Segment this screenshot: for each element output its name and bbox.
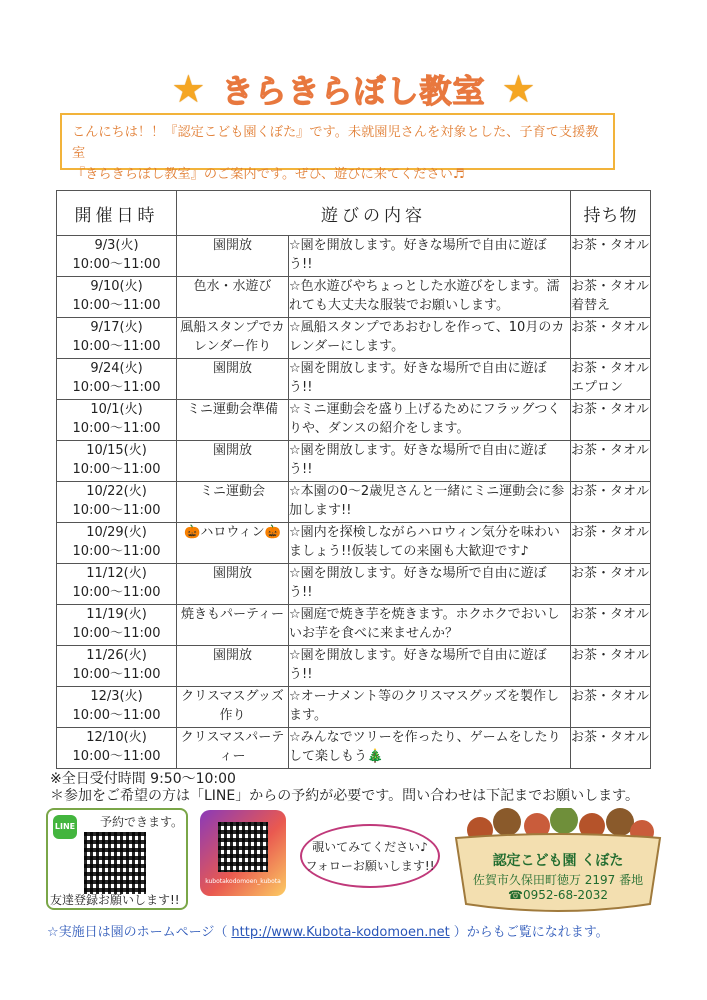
table-row — [57, 687, 651, 728]
reception-note: ※全日受付時間 9:50～10:00 — [50, 771, 236, 787]
line-qr-code[interactable] — [84, 832, 146, 894]
activity-cell: クリスマスパーティー — [177, 728, 289, 769]
items-cell: お茶・タオル — [571, 564, 651, 605]
table-row — [57, 728, 651, 769]
instagram-handle: kubotakodomoen_kubota — [205, 878, 281, 885]
table-row — [57, 646, 651, 687]
activity-cell: 園開放 — [177, 236, 289, 277]
activity-cell: 🎃ハロウィン🎃 — [177, 523, 289, 564]
description-cell: ☆園庭で焼き芋を焼きます。ホクホクでおいしいお芋を食べに来ませんか？ — [289, 605, 571, 646]
items-cell: お茶・タオル — [571, 236, 651, 277]
bubble-line-1: 覗いてみてください♪ — [312, 840, 428, 854]
school-info-basket — [452, 808, 664, 914]
date-cell — [57, 482, 177, 523]
date-cell — [57, 318, 177, 359]
intro-line-1: こんにちは！！『認定こども園くぼた』です。未就園児さんを対象とした、子育て支援教室 — [72, 125, 599, 161]
date-cell — [57, 523, 177, 564]
line-friend-text: 友達登録お願いします!! — [50, 893, 180, 907]
description-cell: ☆園を開放します。好きな場所で自由に遊ぼう!! — [289, 564, 571, 605]
schedule-body — [57, 236, 651, 769]
header-content: 遊びの内容 — [177, 191, 571, 236]
row-date: 9/10(火) — [90, 279, 143, 294]
date-cell — [57, 605, 177, 646]
page-title: きらきらぼし教室 — [221, 72, 486, 110]
row-time: 10:00～11:00 — [72, 667, 161, 682]
items-cell: お茶・タオル — [571, 728, 651, 769]
intro-line-2: 『きらきらぼし教室』のご案内です。ぜひ、遊びに来てください♬ — [72, 167, 465, 182]
activity-cell: 色水・水遊び — [177, 277, 289, 318]
activity-cell: 園開放 — [177, 441, 289, 482]
activity-cell: ミニ運動会 — [177, 482, 289, 523]
date-cell — [57, 277, 177, 318]
footer-suffix: ）からもご覧になれます。 — [453, 925, 609, 940]
reservation-note: ＊参加をご希望の方は「LINE」からの予約が必要です。問い合わせは下記までお願いします。 — [50, 788, 640, 804]
row-time: 10:00～11:00 — [72, 421, 161, 436]
description-cell: ☆色水遊びやちょっとした水遊びをします。濡れても大丈夫な服装でお願いします。 — [289, 277, 571, 318]
table-row — [57, 236, 651, 277]
line-box — [46, 808, 188, 910]
row-time: 10:00～11:00 — [72, 708, 161, 723]
table-row — [57, 277, 651, 318]
description-cell: ☆本園の0～2歳児さんと一緒にミニ運動会に参加します!! — [289, 482, 571, 523]
table-row — [57, 400, 651, 441]
header-date: 開催日時 — [57, 191, 177, 236]
table-row — [57, 605, 651, 646]
row-time: 10:00～11:00 — [72, 626, 161, 641]
speech-bubble — [300, 824, 440, 888]
date-cell — [57, 441, 177, 482]
row-date: 9/3(火) — [94, 238, 139, 253]
description-cell: ☆園を開放します。好きな場所で自由に遊ぼう!! — [289, 359, 571, 400]
date-cell — [57, 236, 177, 277]
items-cell: お茶・タオル — [571, 523, 651, 564]
bubble-line-2: フォローお願いします!! — [305, 859, 435, 873]
activity-cell: 園開放 — [177, 359, 289, 400]
instagram-box — [200, 810, 286, 896]
description-cell: ☆オーナメント等のクリスマスグッズを製作します。 — [289, 687, 571, 728]
school-address: 佐賀市久保田町徳万 2197 番地 — [472, 873, 644, 887]
row-date: 10/29(火) — [86, 525, 147, 540]
row-date: 10/15(火) — [86, 443, 147, 458]
row-time: 10:00～11:00 — [72, 380, 161, 395]
star-icon-right: ★ — [501, 67, 536, 111]
items-cell: お茶・タオル — [571, 318, 651, 359]
row-date: 10/22(火) — [86, 484, 147, 499]
date-cell — [57, 728, 177, 769]
table-header-row — [57, 191, 651, 236]
footer-prefix: ☆実施日は園のホームページ（ — [47, 925, 228, 940]
activity-cell: クリスマスグッズ作り — [177, 687, 289, 728]
homepage-link[interactable]: http://www.Kubota-kodomoen.net — [231, 925, 450, 940]
description-cell: ☆みんなでツリーを作ったり、ゲームをしたりして楽しもう🎄 — [289, 728, 571, 769]
row-date: 9/17(火) — [90, 320, 143, 335]
items-cell: お茶・タオル — [571, 687, 651, 728]
items-cell: お茶・タオル — [571, 482, 651, 523]
description-cell: ☆風船スタンプであおむしを作って、10月のカレンダーにします。 — [289, 318, 571, 359]
activity-cell: ミニ運動会準備 — [177, 400, 289, 441]
schedule-table — [56, 190, 651, 769]
description-cell: ☆園内を探検しながらハロウィン気分を味わいましょう!!仮装しての来園も大歓迎です♪ — [289, 523, 571, 564]
items-cell: お茶・タオル — [571, 400, 651, 441]
items-cell: お茶・タオル エプロン — [571, 359, 651, 400]
instagram-qr-code[interactable] — [218, 822, 268, 872]
row-time: 10:00～11:00 — [72, 503, 161, 518]
table-row — [57, 564, 651, 605]
school-name: 認定こども園 くぼた — [492, 853, 624, 869]
description-cell: ☆ミニ運動会を盛り上げるためにフラッグつくりや、ダンスの紹介をします。 — [289, 400, 571, 441]
row-date: 9/24(火) — [90, 361, 143, 376]
items-cell: お茶・タオル — [571, 605, 651, 646]
row-time: 10:00～11:00 — [72, 462, 161, 477]
date-cell — [57, 359, 177, 400]
row-date: 12/3(火) — [90, 689, 143, 704]
date-cell — [57, 564, 177, 605]
table-row — [57, 523, 651, 564]
table-row — [57, 359, 651, 400]
row-time: 10:00～11:00 — [72, 544, 161, 559]
intro-box — [60, 113, 615, 182]
date-cell — [57, 400, 177, 441]
activity-cell: 園開放 — [177, 646, 289, 687]
row-time: 10:00～11:00 — [72, 257, 161, 272]
line-icon: LINE — [53, 815, 77, 839]
row-date: 10/1(火) — [90, 402, 143, 417]
items-cell: お茶・タオル — [571, 441, 651, 482]
notes — [50, 771, 639, 805]
activity-cell: 風船スタンプでカレンダー作り — [177, 318, 289, 359]
description-cell: ☆園を開放します。好きな場所で自由に遊ぼう!! — [289, 646, 571, 687]
table-row — [57, 441, 651, 482]
header-items: 持ち物 — [571, 191, 651, 236]
star-icon-left: ★ — [171, 67, 206, 111]
table-row — [57, 318, 651, 359]
description-cell: ☆園を開放します。好きな場所で自由に遊ぼう!! — [289, 441, 571, 482]
row-time: 10:00～11:00 — [72, 298, 161, 313]
line-reserve-text: 予約できます。 — [100, 815, 184, 829]
row-time: 10:00～11:00 — [72, 749, 161, 764]
row-date: 11/12(火) — [86, 566, 147, 581]
row-date: 11/26(火) — [86, 648, 147, 663]
items-cell: お茶・タオル 着替え — [571, 277, 651, 318]
description-cell: ☆園を開放します。好きな場所で自由に遊ぼう!! — [289, 236, 571, 277]
items-cell: お茶・タオル — [571, 646, 651, 687]
title-row — [0, 66, 707, 112]
date-cell — [57, 646, 177, 687]
school-tel: ☎0952-68-2032 — [508, 888, 608, 902]
activity-cell: 園開放 — [177, 564, 289, 605]
row-date: 11/19(火) — [86, 607, 147, 622]
date-cell — [57, 687, 177, 728]
footer-note — [47, 921, 609, 940]
row-time: 10:00～11:00 — [72, 339, 161, 354]
table-row — [57, 482, 651, 523]
row-date: 12/10(火) — [86, 730, 147, 745]
activity-cell: 焼きもパーティー — [177, 605, 289, 646]
row-time: 10:00～11:00 — [72, 585, 161, 600]
